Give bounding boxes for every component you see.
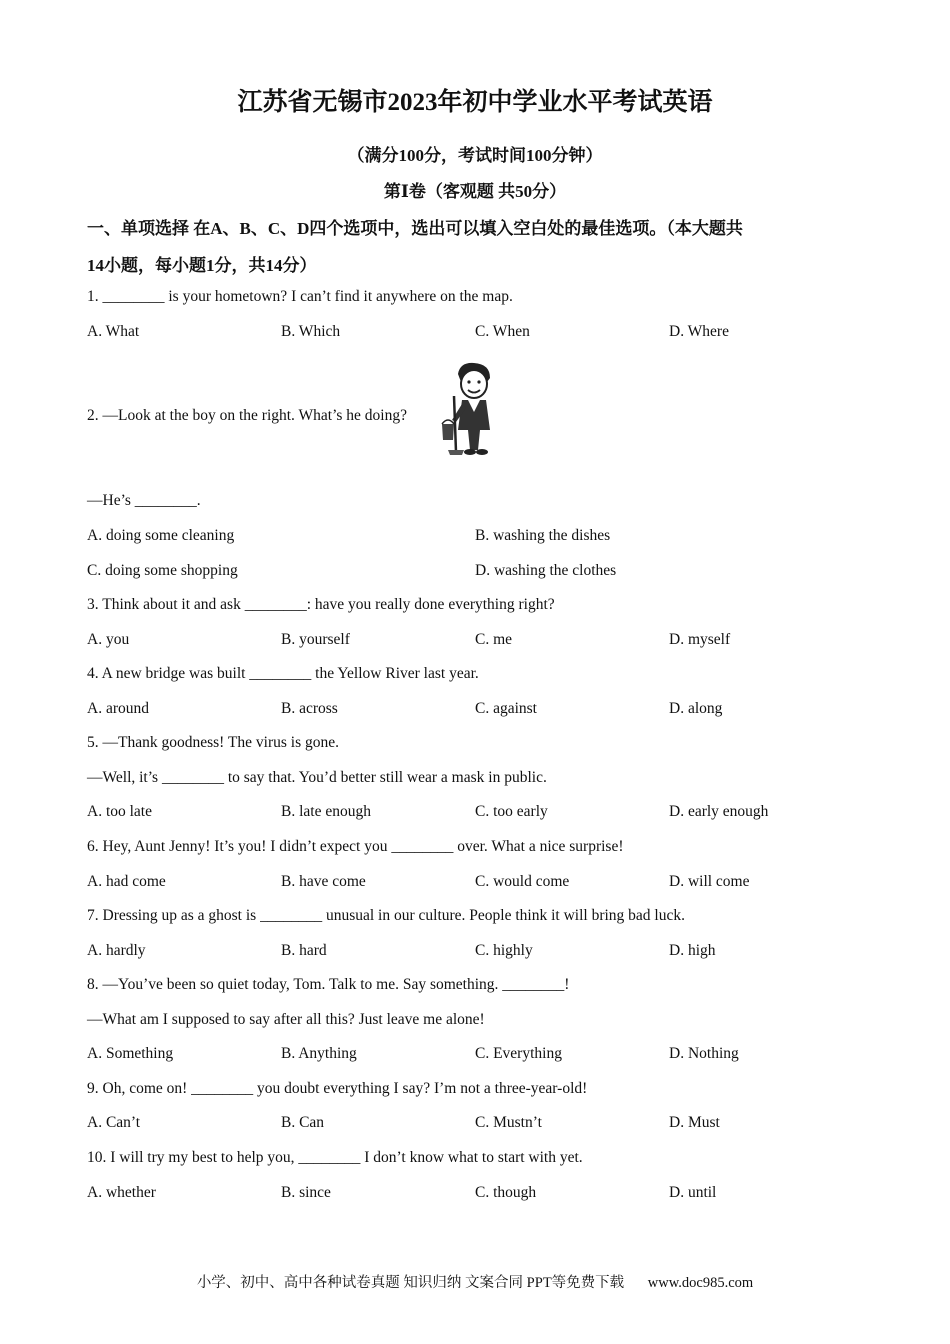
q9-option-c: C. Mustn’t	[475, 1114, 542, 1131]
page-title: 江苏省无锡市2023年初中学业水平考试英语	[237, 89, 713, 116]
question-2: 2. —Look at the boy on the right. What’s he doing?	[87, 407, 407, 424]
q1-option-c: C. When	[475, 323, 530, 340]
q7-option-c: C. highly	[475, 942, 533, 959]
q6-option-a: A. had come	[87, 873, 166, 890]
q10-option-c: C. though	[475, 1184, 537, 1201]
q8-option-c: C. Everything	[475, 1045, 562, 1062]
q4-option-b: B. across	[281, 700, 338, 717]
q9-option-d: D. Must	[669, 1114, 720, 1131]
question-2-answer: —He’s ________.	[87, 492, 201, 509]
question-8-reply: —What am I supposed to say after all this? Just leave me alone!	[87, 1011, 485, 1028]
q5-option-b: B. late enough	[281, 803, 371, 820]
q3-option-d: D. myself	[669, 631, 731, 648]
q5-option-c: C. too early	[475, 803, 548, 820]
q4-option-c: C. against	[475, 700, 537, 717]
exam-info: （满分100分，考试时间100分钟）	[347, 146, 603, 165]
page-footer	[0, 1271, 950, 1292]
section-instruction-line1: 一、单项选择 在A、B、C、D四个选项中，选出可以填入空白处的最佳选项。（本大题共	[87, 219, 743, 238]
q4-option-d: D. along	[669, 700, 723, 717]
question-4: 4. A new bridge was built ________ the Yellow River last year.	[87, 665, 479, 682]
footer-url[interactable]: www.doc985.com	[647, 1275, 754, 1291]
q3-option-c: C. me	[475, 631, 513, 648]
q1-option-a: A. What	[87, 323, 140, 340]
question-6: 6. Hey, Aunt Jenny! It’s you! I didn’t expect you ________ over. What a nice surprise!	[87, 838, 624, 855]
q7-option-b: B. hard	[281, 942, 327, 959]
q10-option-d: D. until	[669, 1184, 717, 1201]
q6-option-d: D. will come	[669, 873, 750, 890]
question-5-reply: —Well, it’s ________ to say that. You’d better still wear a mask in public.	[87, 769, 547, 786]
question-8: 8. —You’ve been so quiet today, Tom. Talk to me. Say something. ________!	[87, 976, 570, 993]
boy-with-mop-and-bucket-icon	[440, 360, 504, 456]
footer-text: 小学、初中、高中各种试卷真题 知识归纳 文案合同 PPT等免费下载	[196, 1275, 625, 1291]
q6-option-b: B. have come	[281, 873, 366, 890]
part-heading: 第Ⅰ卷（客观题 共50分）	[383, 182, 567, 201]
q8-option-a: A. Something	[87, 1045, 174, 1062]
q5-option-a: A. too late	[87, 803, 152, 820]
q1-option-b: B. Which	[281, 323, 341, 340]
q9-option-a: A. Can’t	[87, 1114, 141, 1131]
question-1: 1. ________ is your hometown? I can’t find it anywhere on the map.	[87, 288, 513, 305]
question-3: 3. Think about it and ask ________: have you really done everything right?	[87, 596, 555, 613]
q2-option-b: B. washing the dishes	[475, 527, 611, 544]
q10-option-b: B. since	[281, 1184, 331, 1201]
q5-option-d: D. early enough	[669, 803, 769, 820]
q1-option-d: D. Where	[669, 323, 729, 340]
question-5: 5. —Thank goodness! The virus is gone.	[87, 734, 339, 751]
q2-option-c: C. doing some shopping	[87, 562, 238, 579]
q8-option-b: B. Anything	[281, 1045, 357, 1062]
q2-option-d: D. washing the clothes	[475, 562, 617, 579]
question-10: 10. I will try my best to help you, ________ I don’t know what to start with yet.	[87, 1149, 583, 1166]
q4-option-a: A. around	[87, 700, 149, 717]
q3-option-a: A. you	[87, 631, 130, 648]
question-7: 7. Dressing up as a ghost is ________ unusual in our culture. People think it will bring bad luck.	[87, 907, 685, 924]
q7-option-d: D. high	[669, 942, 716, 959]
q10-option-a: A. whether	[87, 1184, 156, 1201]
q2-option-a: A. doing some cleaning	[87, 527, 235, 544]
q7-option-a: A. hardly	[87, 942, 146, 959]
q3-option-b: B. yourself	[281, 631, 350, 648]
q6-option-c: C. would come	[475, 873, 570, 890]
q8-option-d: D. Nothing	[669, 1045, 739, 1062]
question-9: 9. Oh, come on! ________ you doubt everything I say? I’m not a three-year-old!	[87, 1080, 588, 1097]
q9-option-b: B. Can	[281, 1114, 325, 1131]
section-instruction-line2: 14小题，每小题1分，共14分）	[87, 256, 317, 275]
